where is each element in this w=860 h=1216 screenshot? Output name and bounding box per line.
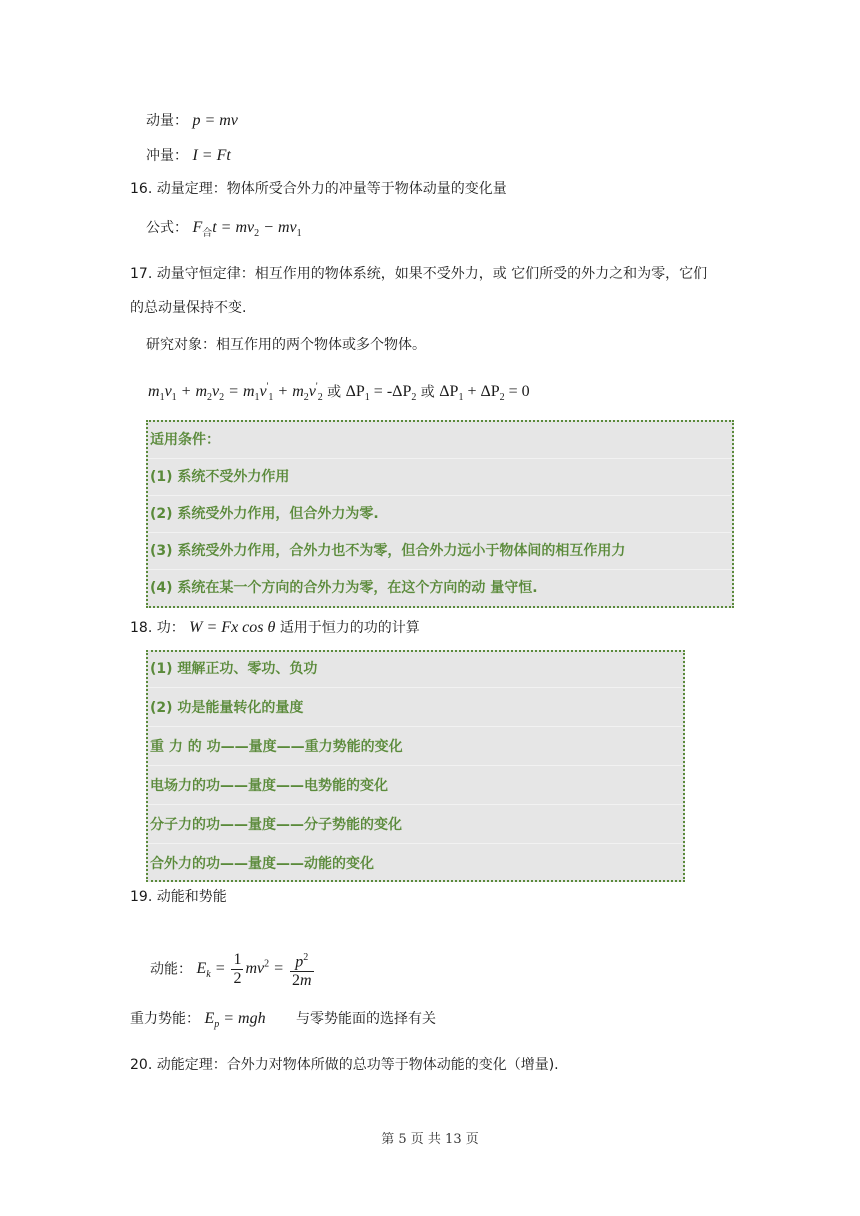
pe-note: 与零势能面的选择有关	[296, 1011, 437, 1027]
item18-suffix: 适用于恒力的功的计算	[279, 620, 420, 636]
momentum-label: 动量：	[146, 113, 188, 129]
item19-title: 19. 动能和势能	[130, 889, 227, 905]
page-footer: 第 5 页 共 13 页	[381, 1132, 479, 1147]
impulse-label: 冲量：	[146, 148, 188, 164]
pe-label: 重力势能：	[130, 1011, 200, 1027]
item18-formula: W = Fx cos θ	[189, 619, 276, 636]
item16-formula-line	[146, 218, 302, 244]
condition-item: (4) 系统在某一个方向的合外力为零，在这个方向的动 量守恒.	[150, 580, 538, 596]
kinetic-energy-line: 动能： $E_k$ = $\frac{1}{2}$ $mv^2$ = $\frac{p^2}{2m}$	[150, 943, 316, 998]
item18-line	[130, 618, 420, 638]
potential-energy-line: 重力势能： $E_p$ = mgh 与零势能面的选择有关	[130, 1010, 437, 1031]
condition-item: (3) 系统受外力作用，合外力也不为零，但合外力远小于物体间的相互作用力	[150, 543, 626, 559]
item17-title-line2: 的总动量保持不变.	[130, 300, 247, 316]
conditions-heading: 适用条件：	[150, 432, 220, 448]
ke-label: 动能：	[150, 961, 192, 978]
work-note: (2) 功是能量转化的量度	[150, 700, 304, 716]
item16-formula: $F_合t = mv_2 - mv_1$	[192, 219, 302, 240]
work-note: 分子力的功——量度——分子势能的变化	[150, 817, 402, 833]
or-text-1: 或	[327, 384, 342, 401]
condition-item: (2) 系统受外力作用，但合外力为零.	[150, 506, 379, 522]
work-note: (1) 理解正功、零功、负功	[150, 661, 318, 677]
item17-conservation-formula: $m_1v_1 + m_2v_2 = m_1v'_1 + m_2v'_2$ 或 $\Delta P_1 = -\Delta P_2$ 或 $\Delta P_1 + \Delta P_2 = 0$	[148, 382, 530, 404]
work-note: 重 力 的 功——量度——重力势能的变化	[150, 739, 403, 755]
item20-title: 20. 动能定理：合外力对物体所做的总功等于物体动能的变化（增量).	[130, 1057, 559, 1073]
momentum-line	[146, 111, 238, 131]
item16-title: 16. 动量定理：物体所受合外力的冲量等于物体动量的变化量	[130, 181, 507, 197]
momentum-formula: p = mv	[192, 112, 238, 129]
item17-title-line1: 17. 动量守恒定律：相互作用的物体系统，如果不受外力，或 它们所受的外力之和为零，它们	[130, 266, 708, 282]
condition-item: (1) 系统不受外力作用	[150, 469, 290, 485]
work-note: 电场力的功——量度——电势能的变化	[150, 778, 388, 794]
item17-object: 研究对象：相互作用的两个物体或多个物体。	[146, 337, 426, 353]
conditions-box	[146, 420, 734, 608]
or-text-2: 或	[420, 384, 435, 401]
item16-formula-label: 公式：	[146, 220, 188, 236]
impulse-formula: I = Ft	[192, 147, 231, 164]
work-notes-box	[146, 650, 685, 882]
work-note: 合外力的功——量度——动能的变化	[150, 856, 374, 872]
impulse-line	[146, 146, 231, 166]
item18-prefix: 18. 功：	[130, 620, 185, 636]
